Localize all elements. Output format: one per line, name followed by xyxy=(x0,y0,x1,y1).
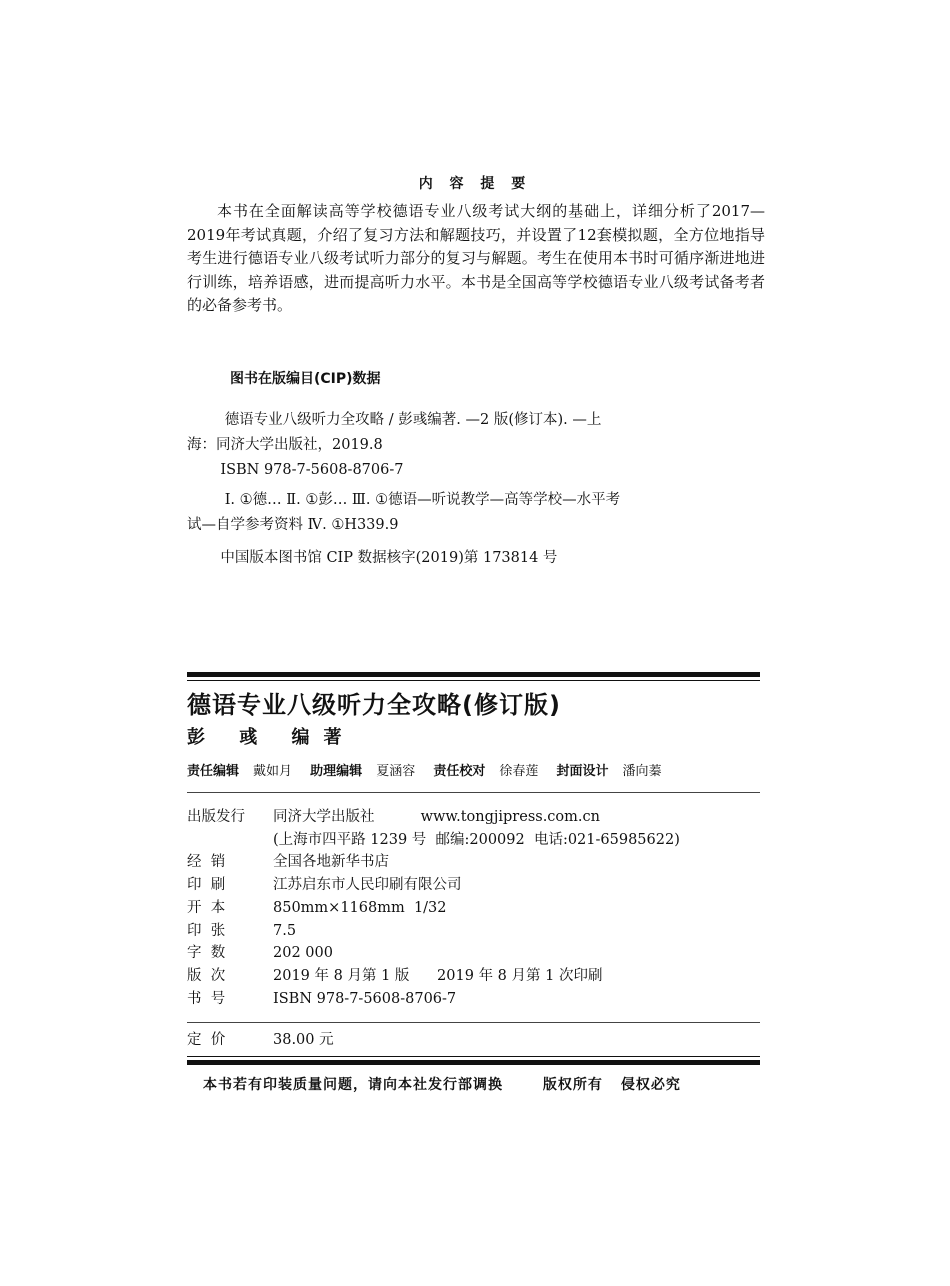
thick-rule-top xyxy=(187,672,760,677)
row-value: 江苏启东市人民印刷有限公司 xyxy=(273,877,462,894)
row-label: 经 销 xyxy=(187,854,226,871)
thin-rule-mid xyxy=(187,792,760,793)
book-title: 德语专业八级听力全攻略(修订版) xyxy=(187,691,561,719)
cip-core-number xyxy=(187,546,627,571)
row-label: 印 刷 xyxy=(187,877,226,894)
row-label: 开 本 xyxy=(187,899,226,916)
price-label: 定 价 xyxy=(187,1032,226,1048)
infringement-text: 侵权必究 xyxy=(620,1077,681,1093)
editor-role: 封面设计 xyxy=(556,764,609,779)
publication-row xyxy=(187,965,680,988)
publication-row xyxy=(187,851,680,874)
publication-row xyxy=(187,942,680,965)
row-value: 850mm×1168mm 1/32 xyxy=(273,899,447,916)
editor-name: 徐春莲 xyxy=(499,764,539,779)
footer-notice-line xyxy=(203,1074,681,1094)
publication-row xyxy=(187,897,680,920)
thick-rule-bottom xyxy=(187,1060,760,1065)
editors-line xyxy=(187,760,676,779)
book-author: 彭 彧 编著 xyxy=(187,727,356,748)
row-label: 印 张 xyxy=(187,922,226,939)
publication-row xyxy=(187,829,680,852)
row-label: 书 号 xyxy=(187,990,226,1007)
publication-row xyxy=(187,920,680,943)
editor-role: 助理编辑 xyxy=(310,764,363,779)
row-value: 7.5 xyxy=(273,922,297,939)
editor-role: 责任校对 xyxy=(433,764,486,779)
copyright-text: 版权所有 xyxy=(542,1077,603,1093)
row-value: (上海市四平路 1239 号 邮编:200092 电话:021-65985622) xyxy=(273,831,680,848)
summary-paragraph: 本书在全面解读高等学校德语专业八级考试大纲的基础上，详细分析了2017—2019年考试真题，介绍了复习方法和解题技巧，并设置了12套模拟题，全方位地指导考生进行德语专业八级考试听力部分的复习与解题。考生在使用本书时可循序渐进地进行训练，培养语感，进而提高听力水平。本书是全国高等学校德语专业八级考试备考者的必备参考书。 xyxy=(187,202,765,314)
row-label xyxy=(187,829,273,852)
publication-row xyxy=(187,988,680,1011)
row-value: ISBN 978-7-5608-8706-7 xyxy=(273,990,457,1007)
editor-name: 潘向蓁 xyxy=(622,764,662,779)
row-value: 同济大学出版社 www.tongjipress.com.cn xyxy=(273,809,600,825)
thin-rule-price xyxy=(187,1022,760,1023)
print-quality-notice: 本书若有印装质量问题，请向本社发行部调换 xyxy=(203,1077,503,1093)
cip-main-entry xyxy=(187,408,627,483)
publication-row xyxy=(187,874,680,897)
thin-rule-top xyxy=(187,680,760,681)
rights-statement xyxy=(543,1077,681,1093)
cip-core-number-text: 中国版本图书馆 CIP 数据核字(2019)第 173814 号 xyxy=(220,550,558,566)
editor-name: 夏涵容 xyxy=(376,764,416,779)
row-value: 202 000 xyxy=(273,945,333,962)
editor-role: 责任编辑 xyxy=(187,764,240,779)
cip-main-entry-text: 德语专业八级听力全攻略 / 彭彧编著. —2 版(修订本). —上海：同济大学出版社，2019.8 xyxy=(187,412,602,453)
cip-classification-text: Ⅰ. ①德… Ⅱ. ①彭… Ⅲ. ①德语—听说教学—高等学校—水平考试—自学参考资料 Ⅳ. ①H339.9 xyxy=(187,492,621,533)
publication-row xyxy=(187,806,680,829)
thin-rule-bottom xyxy=(187,1056,760,1057)
row-label: 字 数 xyxy=(187,945,226,962)
price-value: 38.00 元 xyxy=(273,1032,334,1048)
editor-name: 戴如月 xyxy=(253,764,293,779)
summary-body xyxy=(187,200,765,318)
price-row xyxy=(187,1028,334,1049)
cip-isbn: ISBN 978-7-5608-8706-7 xyxy=(220,462,404,478)
publication-table xyxy=(187,806,680,1010)
cip-classification xyxy=(187,488,627,538)
cip-heading: 图书在版编目(CIP)数据 xyxy=(230,371,381,387)
row-label: 版 次 xyxy=(187,967,226,984)
row-label: 出版发行 xyxy=(187,809,245,825)
row-value: 全国各地新华书店 xyxy=(273,854,389,871)
summary-title: 内 容 提 要 xyxy=(418,176,532,192)
row-value: 2019 年 8 月第 1 版 2019 年 8 月第 1 次印刷 xyxy=(273,967,603,984)
